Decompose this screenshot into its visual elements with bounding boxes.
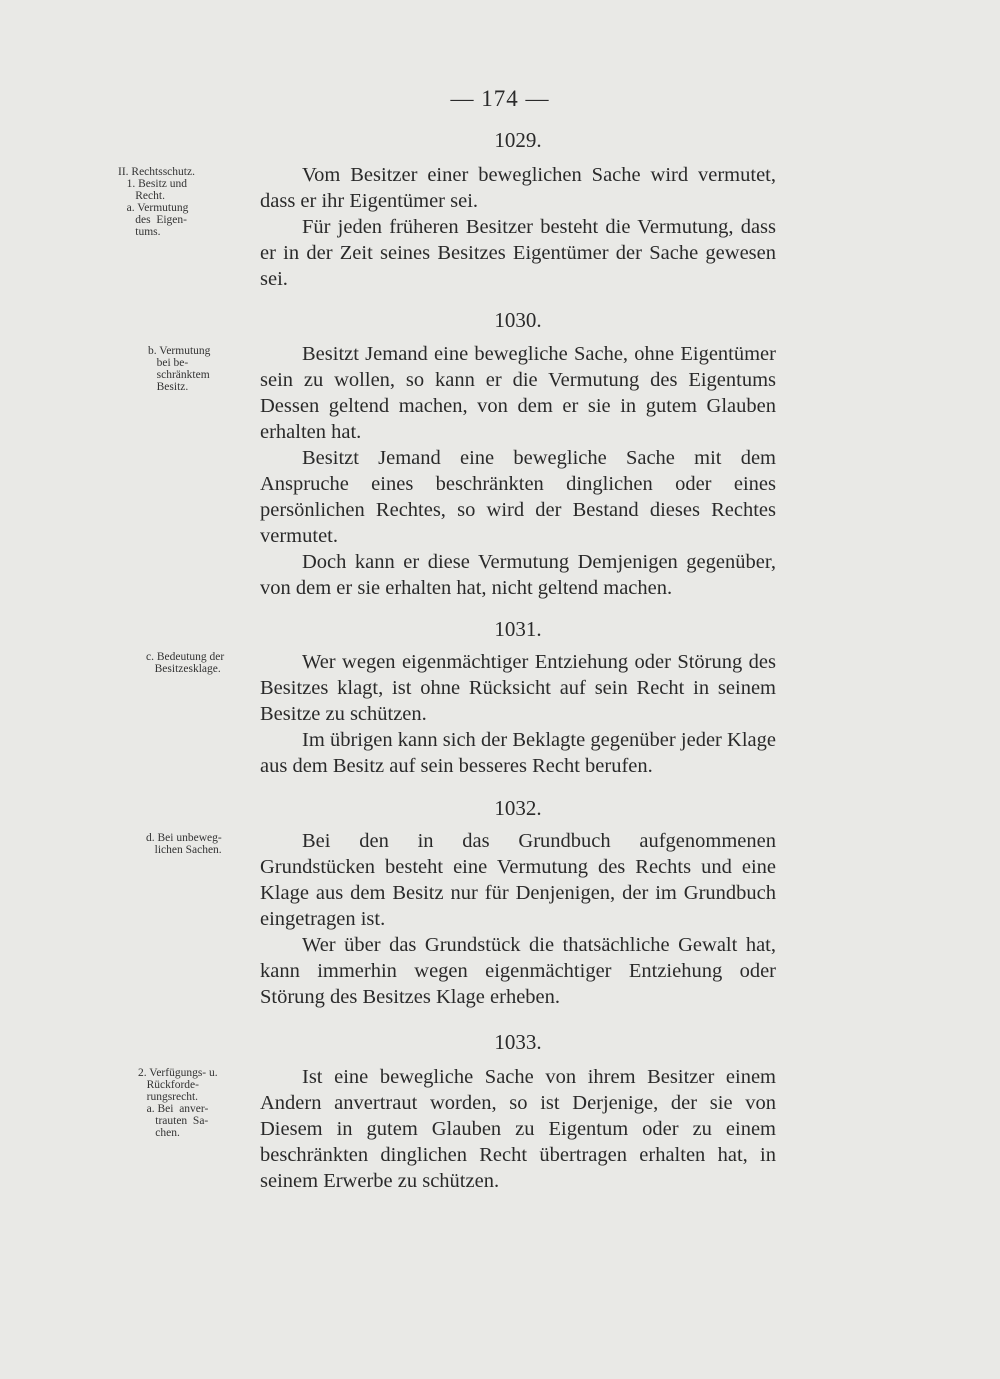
margin-note — [148, 345, 210, 393]
margin-note — [146, 832, 222, 856]
paragraph: Wer über das Grundstück die thatsächliche Gewalt hat, kann immerhin wegen eigenmächtiger Entziehung oder Störung des Besitzes Klage erheben. — [260, 934, 776, 1008]
paragraph: Ist eine bewegliche Sache von ihrem Besitzer einem Andern anvertraut worden, so ist Derjenige, der sie von Diesem in gutem Glauben zu Eigentum oder zu einem beschränkten dinglichen Recht übertragen erhalten hat, in seinem Erwerbe zu schützen. — [260, 1066, 776, 1192]
margin-note-line: 1. Besitz und — [118, 178, 187, 190]
margin-note-line: 2. Verfügungs- u. — [138, 1067, 218, 1079]
margin-note-line: chen. — [138, 1127, 180, 1139]
margin-note-line: des Eigen- — [118, 214, 187, 226]
page-number: — 174 — — [450, 86, 550, 111]
margin-note — [138, 1067, 218, 1139]
margin-note-line: d. Bei unbeweg- — [146, 832, 222, 844]
margin-note-line: b. Vermutung — [148, 345, 211, 357]
margin-note-line: II. Rechtsschutz. — [118, 166, 195, 178]
margin-note — [146, 651, 224, 675]
margin-note-line: c. Bedeutung der — [146, 651, 225, 663]
article-body — [260, 649, 776, 779]
margin-note-line: Rückforde- — [138, 1079, 199, 1091]
margin-note-line: tums. — [118, 226, 161, 238]
margin-note-line: a. Vermutung — [118, 202, 189, 214]
margin-note-line: schränktem — [148, 369, 210, 381]
paragraph: Vom Besitzer einer beweglichen Sache wird vermutet, dass er ihr Eigentümer sei. — [260, 164, 776, 212]
article-body — [260, 1064, 776, 1194]
margin-note-line: rungsrecht. — [138, 1091, 199, 1103]
margin-note — [118, 166, 195, 238]
article-number: 1030. — [494, 308, 542, 332]
margin-note-line: trauten Sa- — [138, 1115, 209, 1127]
article-body — [260, 162, 776, 292]
margin-note-line: bei be- — [148, 357, 189, 369]
margin-note-line: Besitzesklage. — [146, 663, 221, 675]
article-body — [260, 341, 776, 601]
article-number: 1031. — [494, 617, 542, 641]
margin-note-line: Recht. — [118, 190, 165, 202]
paragraph: Für jeden früheren Besitzer besteht die Vermutung, dass er in der Zeit seines Besitzes Eigentümer der Sache gewesen sei. — [260, 216, 776, 290]
paragraph: Besitzt Jemand eine bewegliche Sache, ohne Eigentümer sein zu wollen, so kann er die Vermutung des Eigentums Dessen geltend machen, von dem er sie in gutem Glauben erhalten hat. — [260, 343, 776, 443]
margin-note-line: a. Bei anver- — [138, 1103, 209, 1115]
paragraph: Doch kann er diese Vermutung Demjenigen gegenüber, von dem er sie erhalten hat, nicht geltend machen. — [260, 551, 776, 599]
paragraph: Besitzt Jemand eine bewegliche Sache mit dem Anspruche eines beschränkten dinglichen oder eines persönlichen Rechtes, so wird der Bestand dieses Rechtes vermutet. — [260, 447, 776, 547]
paragraph: Im übrigen kann sich der Beklagte gegenüber jeder Klage aus dem Besitz auf sein besseres Recht berufen. — [260, 729, 776, 777]
article-number: 1032. — [494, 796, 542, 820]
margin-note-line: lichen Sachen. — [146, 844, 222, 856]
article-body — [260, 828, 776, 1010]
paragraph: Bei den in das Grundbuch aufgenommenen Grundstücken besteht eine Vermutung des Rechts und eine Klage aus dem Besitz nur für Denjenigen, der im Grundbuch eingetragen ist. — [260, 830, 776, 930]
paragraph: Wer wegen eigenmächtiger Entziehung oder Störung des Besitzes klagt, ist ohne Rücksicht auf sein Recht in seinem Besitze zu schützen. — [260, 651, 776, 725]
article-number: 1029. — [494, 128, 542, 152]
margin-note-line: Besitz. — [148, 381, 189, 393]
article-number: 1033. — [494, 1030, 542, 1054]
